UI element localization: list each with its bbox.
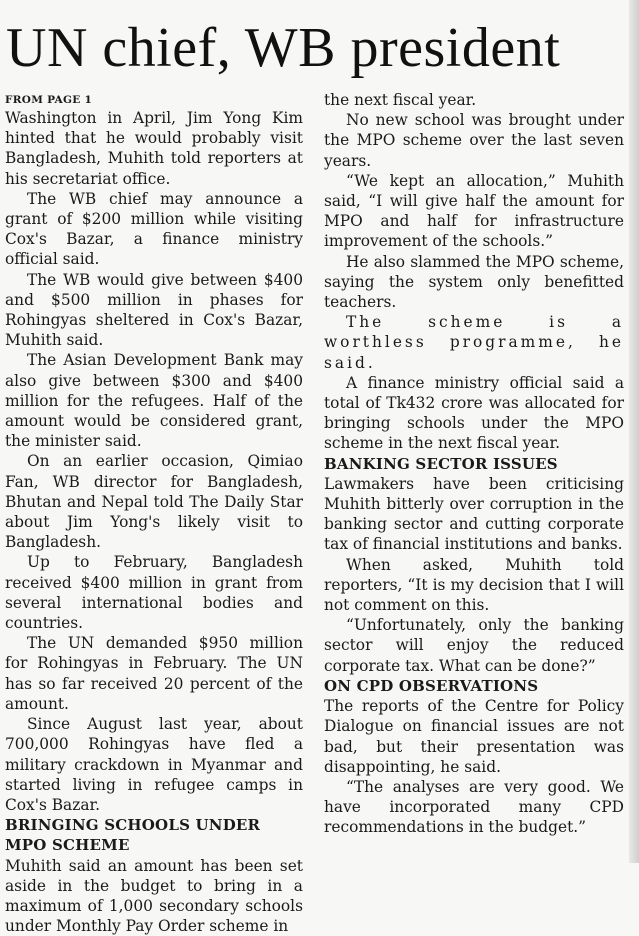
paragraph: “We kept an allocation,” Muhith said, “I will give half the amount for MPO and half for infrastructure improvement of the schools.”: [324, 171, 624, 251]
paragraph: Since August last year, about 700,000 Rohingyas have fled a military crackdown in Myanmar and started living in refugee camps in Cox's Bazar.: [5, 715, 303, 814]
paragraph: Washington in April, Jim Yong Kim hinted that he would probably visit Bangladesh, Muhith told reporters at his secretariat office.: [5, 109, 303, 188]
paragraph: He also slammed the MPO scheme, saying the system only benefitted teachers.: [324, 252, 624, 312]
subheading-banking: BANKING SECTOR ISSUES: [324, 454, 558, 473]
paragraph: The WB would give between $400 and $500 million in phases for Rohingyas sheltered in Cox's Bazar, Muhith said.: [5, 270, 303, 350]
paragraph: No new school was brought under the MPO scheme over the last seven years.: [324, 111, 624, 170]
subheading-schools-line1: BRINGING SCHOOLS UNDER: [5, 816, 261, 835]
paragraph: The UN demanded $950 million for Rohingyas in February. The UN has so far received 20 percent of the amount.: [5, 634, 303, 713]
page-edge-shadow: [629, 0, 639, 863]
paragraph: Up to February, Bangladesh received $400 million in grant from several international bodies and countries.: [5, 553, 303, 633]
paragraph: “The analyses are very good. We have incorporated many CPD recommendations in the budget.”: [324, 777, 624, 837]
subheading-schools-line2: MPO SCHEME: [5, 836, 130, 855]
paragraph: A finance ministry official said a total of Tk432 crore was allocated for bringing schools under the MPO scheme in the next fiscal year.: [324, 373, 624, 453]
left-column: [5, 92, 303, 936]
paragraph: “Unfortunately, only the banking sector will enjoy the reduced corporate tax. What can be done?”: [324, 616, 624, 675]
paragraph: Muhith said an amount has been set aside in the budget to bring in a maximum of 1,000 secondary schools under Monthly Pay Order scheme in: [5, 856, 303, 936]
paragraph: When asked, Muhith told reporters, “It is my decision that I will not comment on this.: [324, 555, 624, 615]
paragraph: Lawmakers have been criticising Muhith bitterly over corruption in the banking sector and cutting corporate tax of financial institutions and banks.: [324, 474, 624, 554]
paragraph: The reports of the Centre for Policy Dialogue on financial issues are not bad, but their presentation was disappointing, he said.: [324, 697, 624, 776]
subheading-cpd: ON CPD OBSERVATIONS: [324, 676, 539, 695]
paragraph: the next fiscal year.: [324, 91, 477, 109]
paragraph: The scheme is a worthless programme, he said.: [324, 313, 624, 372]
paragraph: The WB chief may announce a grant of $200 million while visiting Cox's Bazar, a finance ministry official said.: [5, 189, 303, 269]
from-page-label: FROM PAGE 1: [5, 94, 93, 106]
paragraph: The Asian Development Bank may also give between $300 and $400 million for the refugees. Half of the amount would be considered grant, the minister said.: [5, 351, 303, 451]
paragraph: On an earlier occasion, Qimiao Fan, WB director for Bangladesh, Bhutan and Nepal told The Daily Star about Jim Yong's likely visit to Bangladesh.: [5, 452, 303, 552]
right-column: [324, 90, 624, 838]
headline: UN chief, WB president: [6, 17, 561, 79]
